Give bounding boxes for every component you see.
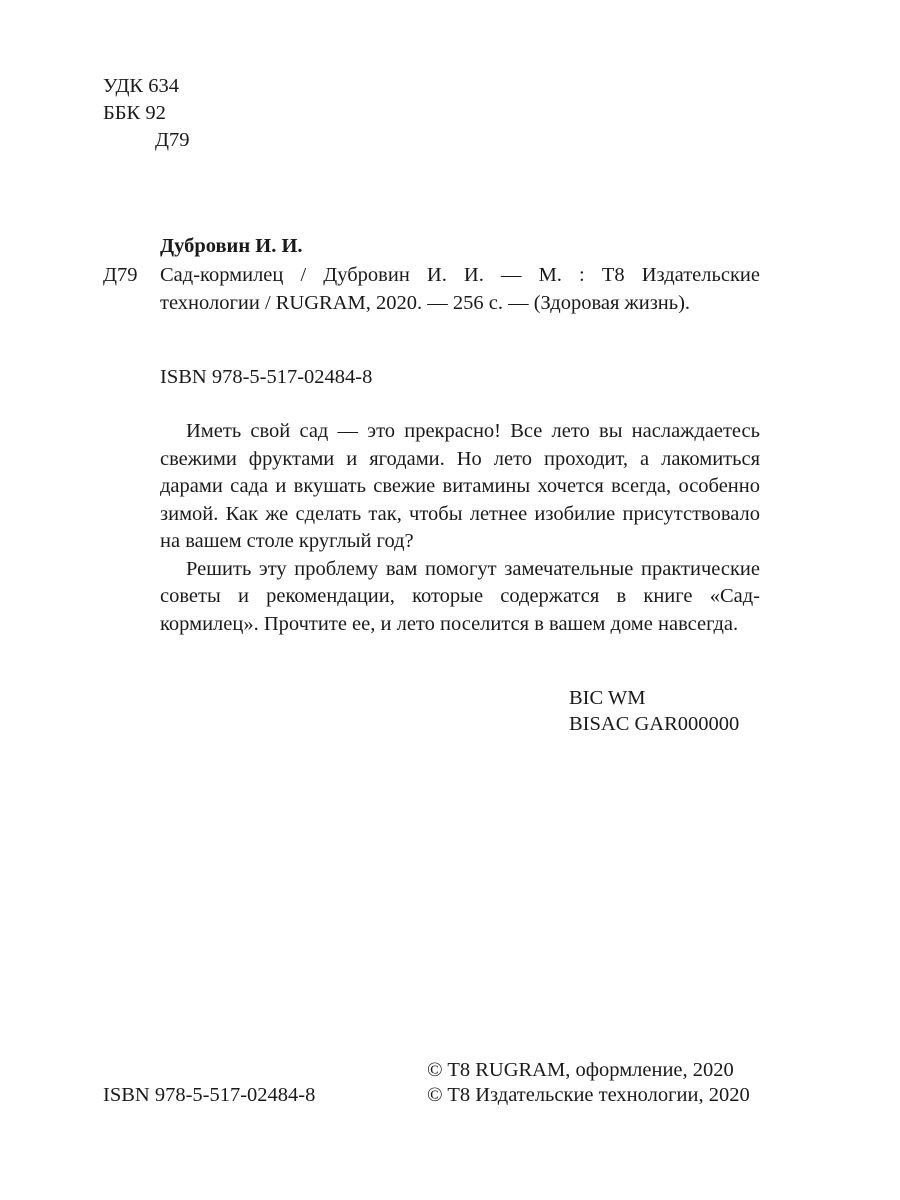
bibliographic-description-line2: технологии / RUGRAM, 2020. — 256 с. — (Здоровая жизнь). [160, 292, 691, 314]
udk-code: УДК 634 [103, 75, 179, 97]
annotation-paragraph-2: Решить эту проблему вам помогут замечательные практические советы и рекомендации, которые содержатся в книге «Сад-кормилец». Прочтите ее, и лето поселится в вашем доме навсегда. [160, 557, 760, 635]
copyright-design: © T8 RUGRAM, оформление, 2020 [427, 1059, 734, 1081]
author-heading: Дубровин И. И. [160, 235, 303, 257]
bibliographic-description-line1: Сад-кормилец / Дубровин И. И. — М. : T8 Издательские [160, 264, 760, 286]
author-mark: Д79 [155, 129, 190, 151]
bbk-code: ББК 92 [103, 102, 166, 124]
bisac-code: BISAC GAR000000 [569, 713, 740, 735]
isbn-main: ISBN 978-5-517-02484-8 [160, 366, 373, 388]
margin-author-mark: Д79 [103, 264, 138, 286]
bic-code: BIC WM [569, 687, 646, 709]
annotation-paragraph-1: Иметь свой сад — это прекрасно! Все лето вы наслаждаетесь свежими фруктами и ягодами. Но лето проходит, а лакомиться дарами сада и вкушать свежие витамины хочется всегда, особенно зимой. Как же сделать так, чтобы летнее изобилие присутствовало на вашем столе круглый год? [160, 420, 760, 552]
footer-isbn: ISBN 978-5-517-02484-8 [103, 1084, 316, 1106]
annotation [160, 418, 760, 638]
copyright-publisher: © T8 Издательские технологии, 2020 [427, 1084, 750, 1106]
